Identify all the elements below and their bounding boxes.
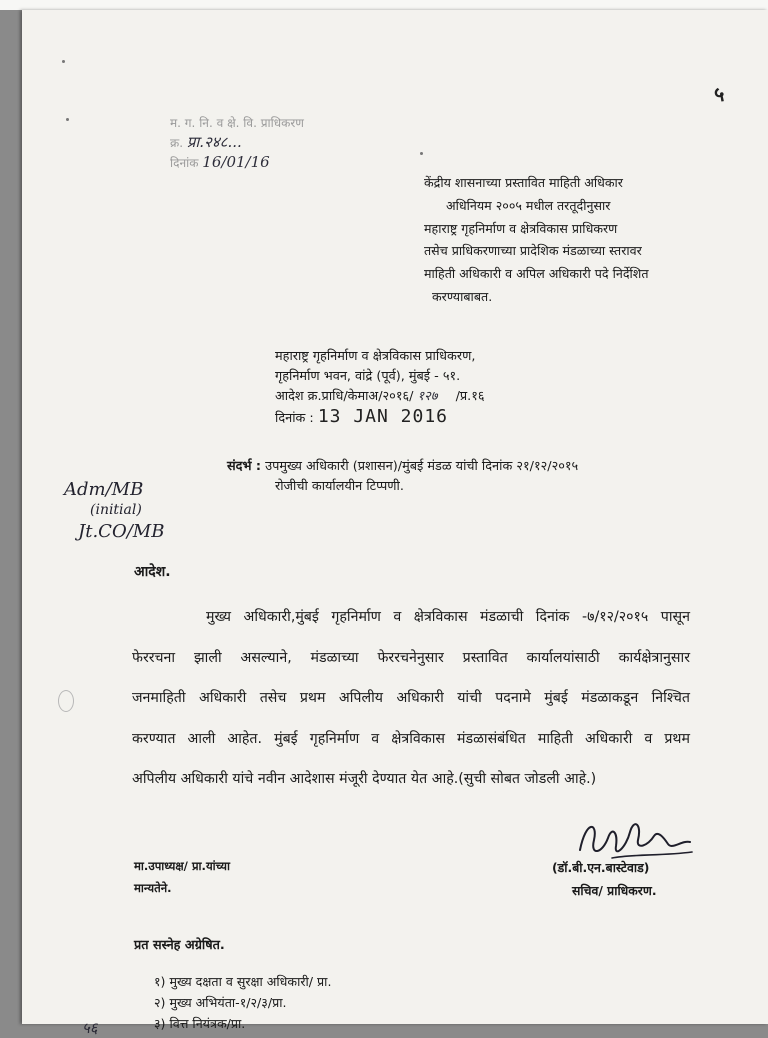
copy-forwarded-heading: प्रत सस्नेह अग्रेषित. — [134, 938, 225, 953]
order-line: जनमाहिती अधिकारी तसेच प्रथम अपिलीय अधिकारी यांची पदनामे मुंबई मंडळाकडून निश्चित — [132, 690, 690, 706]
signatory-name: (डॉ.बी.एन.बास्टेवाड) — [552, 860, 650, 875]
annotation-initial: (initial) — [90, 502, 142, 518]
annotation-line: Jt.CO/MB — [78, 521, 165, 542]
subject-line: महाराष्ट्र गृहनिर्माण व क्षेत्रविकास प्राधिकरण — [424, 220, 618, 236]
subject-line: करण्याबाबत. — [432, 288, 493, 304]
order-date-label: दिनांक : — [275, 411, 314, 426]
inward-stamp-number: प्रा.२४८... — [186, 133, 242, 151]
subject-block — [424, 172, 744, 309]
inward-stamp-date: 16/01/16 — [202, 153, 270, 171]
copy-recipient: ३) वित्त नियंत्रक/प्रा. — [154, 1016, 246, 1031]
order-body — [132, 597, 690, 800]
order-number-prefix: आदेश क्र.प्राधि/केमाअ/२०१६/ — [275, 389, 414, 404]
copy-recipient-list — [154, 971, 331, 1034]
order-date — [275, 407, 635, 429]
scan-speck — [420, 152, 423, 155]
order-number — [275, 387, 635, 407]
annotation-line: Adm/MB — [64, 479, 144, 500]
org-address: गृहनिर्माण भवन, वांद्रे (पूर्व), मुंबई - ५१. — [275, 369, 461, 384]
page-number-mark: ५ — [714, 82, 726, 106]
margin-handwritten-note: ५६ — [82, 1019, 98, 1037]
sandarbh-text: उपमुख्य अधिकारी (प्रशासन)/मुंबई मंडळ यांची दिनांक २१/१२/२०१५ — [265, 459, 579, 474]
sandarbh-line-1 — [227, 457, 707, 477]
order-line: करण्यात आली आहेत. मुंबई गृहनिर्माण व क्षेत्रविकास मंडळासंबंधित माहिती अधिकारी व प्रथम — [132, 730, 690, 747]
order-number-handwritten: १२७ — [417, 389, 438, 404]
signatory-block — [552, 856, 657, 902]
document-page — [22, 10, 768, 1037]
reference-block — [275, 347, 635, 429]
punch-hole-mark — [58, 690, 74, 712]
inward-stamp — [170, 114, 370, 173]
sandarbh-label: संदर्भ : — [227, 459, 262, 474]
order-line: मुख्य अधिकारी,मुंबई गृहनिर्माण व क्षेत्रविकास मंडळाची दिनांक -७/१२/२०१५ पासून — [206, 609, 690, 625]
approval-block — [134, 855, 230, 899]
subject-line: केंद्रीय शासनाच्या प्रस्तावित माहिती अधिकार — [424, 175, 623, 190]
order-date-stamp: 13 JAN 2016 — [317, 406, 449, 427]
subject-line: अधिनियम २००५ मधील तरतूदीनुसार — [446, 197, 611, 213]
signatory-designation: सचिव/ प्राधिकरण. — [572, 883, 657, 898]
copy-recipient: २) मुख्य अभियंता-१/२/३/प्रा. — [154, 995, 287, 1010]
handwritten-annotation — [64, 479, 224, 542]
order-number-suffix: /प्र.१६ — [455, 389, 485, 404]
scanner-top-edge — [0, 0, 768, 10]
copy-recipient: १) मुख्य दक्षता व सुरक्षा अधिकारी/ प्रा. — [154, 974, 332, 989]
approval-line: मान्यतेने. — [134, 881, 172, 895]
sandarbh-line-2: रोजीची कार्यालयीन टिप्पणी. — [275, 479, 404, 494]
approval-line: मा.उपाध्यक्ष/ प्रा.यांच्या — [134, 859, 230, 873]
subject-line: माहिती अधिकारी व अपिल अधिकारी पदे निर्देशित — [424, 266, 649, 282]
inward-stamp-number-label: क्र. — [170, 136, 184, 150]
order-line: फेररचना झाली असल्याने, मंडळाच्या फेररचनेनुसार प्रस्तावित कार्यालयांसाठी कार्यक्षेत्रानुसार — [132, 649, 690, 666]
scan-speck — [66, 118, 69, 121]
order-heading: आदेश. — [134, 564, 171, 580]
order-line: अपिलीय अधिकारी यांचे नवीन आदेशास मंजूरी देण्यात येत आहे.(सुची सोबत जोडली आहे.) — [132, 771, 597, 787]
inward-stamp-date-label: दिनांक — [170, 156, 199, 170]
subject-line: तसेच प्राधिकरणाच्या प्रादेशिक मंडळाच्या स्तरावर — [424, 243, 642, 259]
org-name: महाराष्ट्र गृहनिर्माण व क्षेत्रविकास प्राधिकरण, — [275, 349, 476, 364]
inward-stamp-office: म. ग. नि. व क्षे. वि. प्राधिकरण — [170, 116, 304, 130]
scan-speck — [62, 60, 65, 63]
sandarbh-block — [227, 457, 707, 497]
